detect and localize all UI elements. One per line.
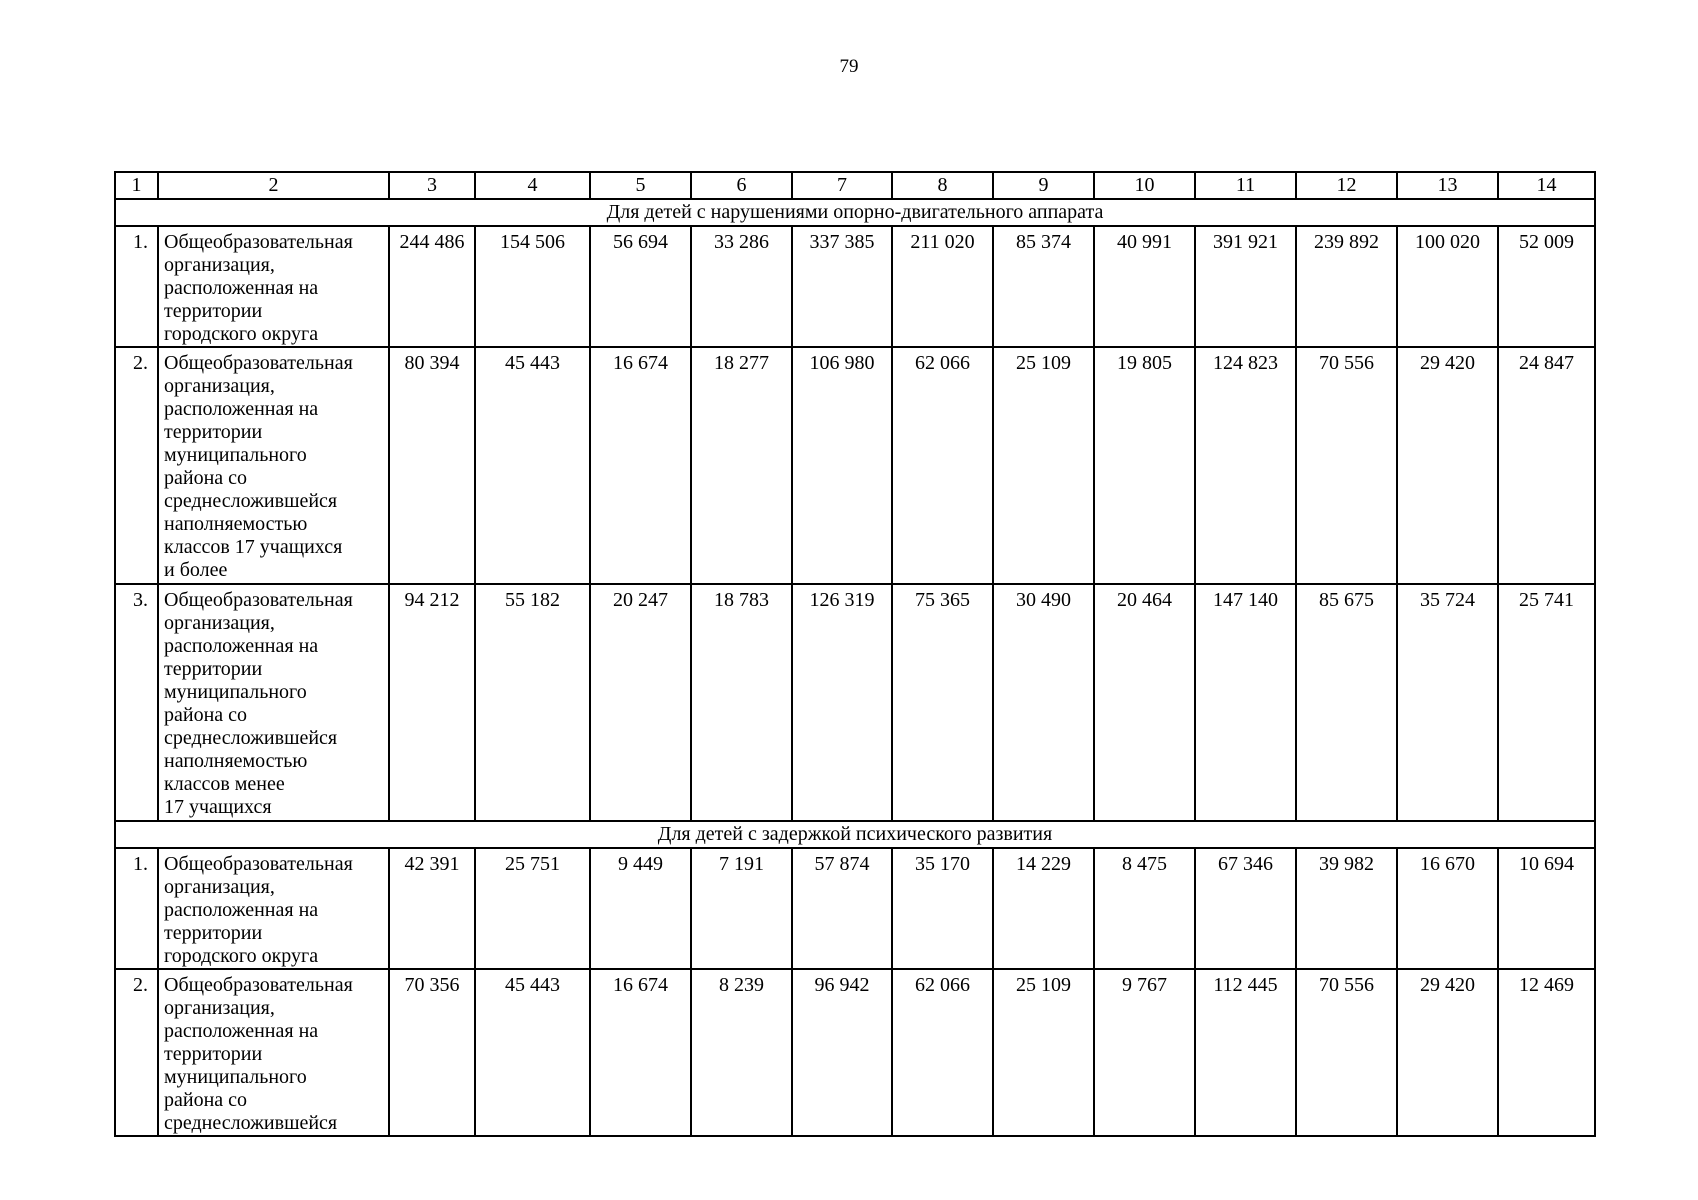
value-cell: 45 443 [475,347,590,584]
value-cell: 16 674 [590,969,691,1136]
column-header: 1 [115,172,158,199]
column-header-row [115,172,1595,199]
column-header: 12 [1296,172,1397,199]
column-header: 3 [389,172,475,199]
value-cell: 96 942 [792,969,892,1136]
value-cell: 124 823 [1195,347,1296,584]
value-cell: 7 191 [691,848,792,969]
value-cell: 35 170 [892,848,993,969]
value-cell: 14 229 [993,848,1094,969]
value-cell: 8 239 [691,969,792,1136]
column-header: 14 [1498,172,1595,199]
value-cell: 42 391 [389,848,475,969]
value-cell: 25 751 [475,848,590,969]
row-number: 2. [115,347,158,584]
column-header: 11 [1195,172,1296,199]
value-cell: 35 724 [1397,584,1498,821]
value-cell: 70 556 [1296,347,1397,584]
column-header: 8 [892,172,993,199]
table-row [115,848,1595,969]
row-number: 3. [115,584,158,821]
value-cell: 8 475 [1094,848,1195,969]
row-description: Общеобразовательная организация, расположенная на территории муниципального района со среднесложившейся [158,969,389,1136]
value-cell: 20 464 [1094,584,1195,821]
value-cell: 85 675 [1296,584,1397,821]
value-cell: 52 009 [1498,226,1595,347]
table-row [115,226,1595,347]
value-cell: 80 394 [389,347,475,584]
value-cell: 18 277 [691,347,792,584]
table-row [115,584,1595,821]
value-cell: 10 694 [1498,848,1595,969]
table-body [115,172,1595,1136]
value-cell: 25 109 [993,347,1094,584]
value-cell: 126 319 [792,584,892,821]
section-header-row [115,199,1595,226]
value-cell: 100 020 [1397,226,1498,347]
value-cell: 18 783 [691,584,792,821]
value-cell: 55 182 [475,584,590,821]
page-number: 79 [839,56,859,77]
value-cell: 33 286 [691,226,792,347]
row-description: Общеобразовательная организация, расположенная на территории городского округа [158,226,389,347]
value-cell: 62 066 [892,347,993,584]
value-cell: 391 921 [1195,226,1296,347]
data-table [114,171,1596,1137]
value-cell: 40 991 [1094,226,1195,347]
column-header: 7 [792,172,892,199]
column-header: 10 [1094,172,1195,199]
value-cell: 57 874 [792,848,892,969]
value-cell: 9 449 [590,848,691,969]
value-cell: 211 020 [892,226,993,347]
value-cell: 70 356 [389,969,475,1136]
row-number: 1. [115,226,158,347]
row-number: 1. [115,848,158,969]
value-cell: 94 212 [389,584,475,821]
value-cell: 16 674 [590,347,691,584]
value-cell: 147 140 [1195,584,1296,821]
value-cell: 39 982 [1296,848,1397,969]
column-header: 2 [158,172,389,199]
value-cell: 9 767 [1094,969,1195,1136]
value-cell: 25 741 [1498,584,1595,821]
value-cell: 70 556 [1296,969,1397,1136]
column-header: 9 [993,172,1094,199]
row-number: 2. [115,969,158,1136]
value-cell: 75 365 [892,584,993,821]
value-cell: 244 486 [389,226,475,347]
value-cell: 45 443 [475,969,590,1136]
value-cell: 62 066 [892,969,993,1136]
value-cell: 20 247 [590,584,691,821]
value-cell: 29 420 [1397,969,1498,1136]
value-cell: 30 490 [993,584,1094,821]
value-cell: 12 469 [1498,969,1595,1136]
value-cell: 19 805 [1094,347,1195,584]
section-title: Для детей с нарушениями опорно-двигательного аппарата [115,199,1595,226]
column-header: 13 [1397,172,1498,199]
row-description: Общеобразовательная организация, расположенная на территории муниципального района со среднесложившейся наполняемостью классов менее 17 учащихся [158,584,389,821]
column-header: 5 [590,172,691,199]
table-row [115,969,1595,1136]
value-cell: 337 385 [792,226,892,347]
row-description: Общеобразовательная организация, расположенная на территории муниципального района со среднесложившейся наполняемостью классов 17 учащихся и более [158,347,389,584]
column-header: 4 [475,172,590,199]
value-cell: 56 694 [590,226,691,347]
value-cell: 67 346 [1195,848,1296,969]
section-header-row [115,821,1595,848]
value-cell: 154 506 [475,226,590,347]
value-cell: 239 892 [1296,226,1397,347]
table-row [115,347,1595,584]
value-cell: 25 109 [993,969,1094,1136]
value-cell: 106 980 [792,347,892,584]
value-cell: 112 445 [1195,969,1296,1136]
column-header: 6 [691,172,792,199]
value-cell: 16 670 [1397,848,1498,969]
section-title: Для детей с задержкой психического развития [115,821,1595,848]
value-cell: 24 847 [1498,347,1595,584]
value-cell: 29 420 [1397,347,1498,584]
row-description: Общеобразовательная организация, расположенная на территории городского округа [158,848,389,969]
value-cell: 85 374 [993,226,1094,347]
